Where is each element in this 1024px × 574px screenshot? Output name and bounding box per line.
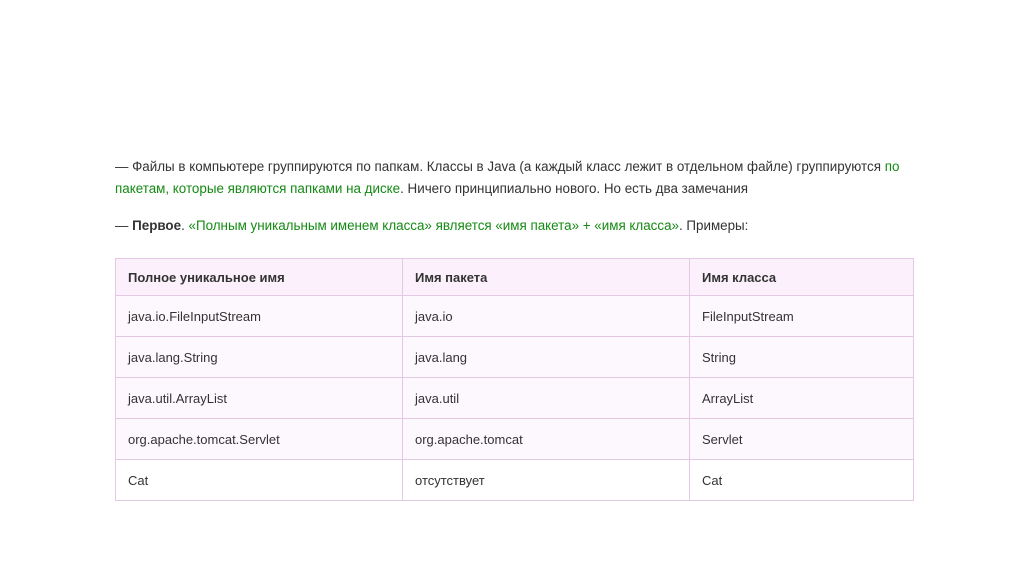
header-package-name: Имя пакета	[403, 259, 690, 296]
header-full-name: Полное уникальное имя	[116, 259, 403, 296]
cell-class-name: FileInputStream	[690, 296, 914, 337]
cell-class-name: Cat	[690, 460, 914, 501]
table-row	[116, 378, 914, 419]
cell-full-name: java.lang.String	[116, 337, 403, 378]
table-header-row	[116, 259, 914, 296]
intro-text-end: . Ничего принципиально нового. Но есть два замечания	[400, 181, 748, 196]
first-remark-dash: —	[115, 218, 133, 233]
first-remark-highlight: «Полным уникальным именем класса» является «имя пакета» + «имя класса»	[188, 218, 679, 233]
table-row	[116, 419, 914, 460]
class-names-table	[115, 258, 914, 501]
table-row	[116, 460, 914, 501]
intro-paragraph	[115, 156, 915, 200]
cell-class-name: Servlet	[690, 419, 914, 460]
cell-full-name: java.util.ArrayList	[116, 378, 403, 419]
header-class-name: Имя класса	[690, 259, 914, 296]
cell-package-name: отсутствует	[403, 460, 690, 501]
cell-class-name: String	[690, 337, 914, 378]
intro-text-start: — Файлы в компьютере группируются по папкам. Классы в Java (а каждый класс лежит в отдельном файле) группируются	[115, 159, 885, 174]
table-row	[116, 337, 914, 378]
cell-package-name: org.apache.tomcat	[403, 419, 690, 460]
cell-class-name: ArrayList	[690, 378, 914, 419]
cell-package-name: java.lang	[403, 337, 690, 378]
cell-package-name: java.io	[403, 296, 690, 337]
first-remark-separator: .	[181, 218, 189, 233]
intro-highlight: по пакетам, которые являются папками на диске	[115, 159, 900, 196]
first-remark-tail: . Примеры:	[678, 218, 749, 233]
first-remark-paragraph	[115, 215, 915, 237]
table-row	[116, 296, 914, 337]
cell-full-name: java.io.FileInputStream	[116, 296, 403, 337]
cell-full-name: org.apache.tomcat.Servlet	[116, 419, 403, 460]
first-remark-label: Первое	[132, 218, 182, 233]
cell-package-name: java.util	[403, 378, 690, 419]
cell-full-name: Cat	[116, 460, 403, 501]
